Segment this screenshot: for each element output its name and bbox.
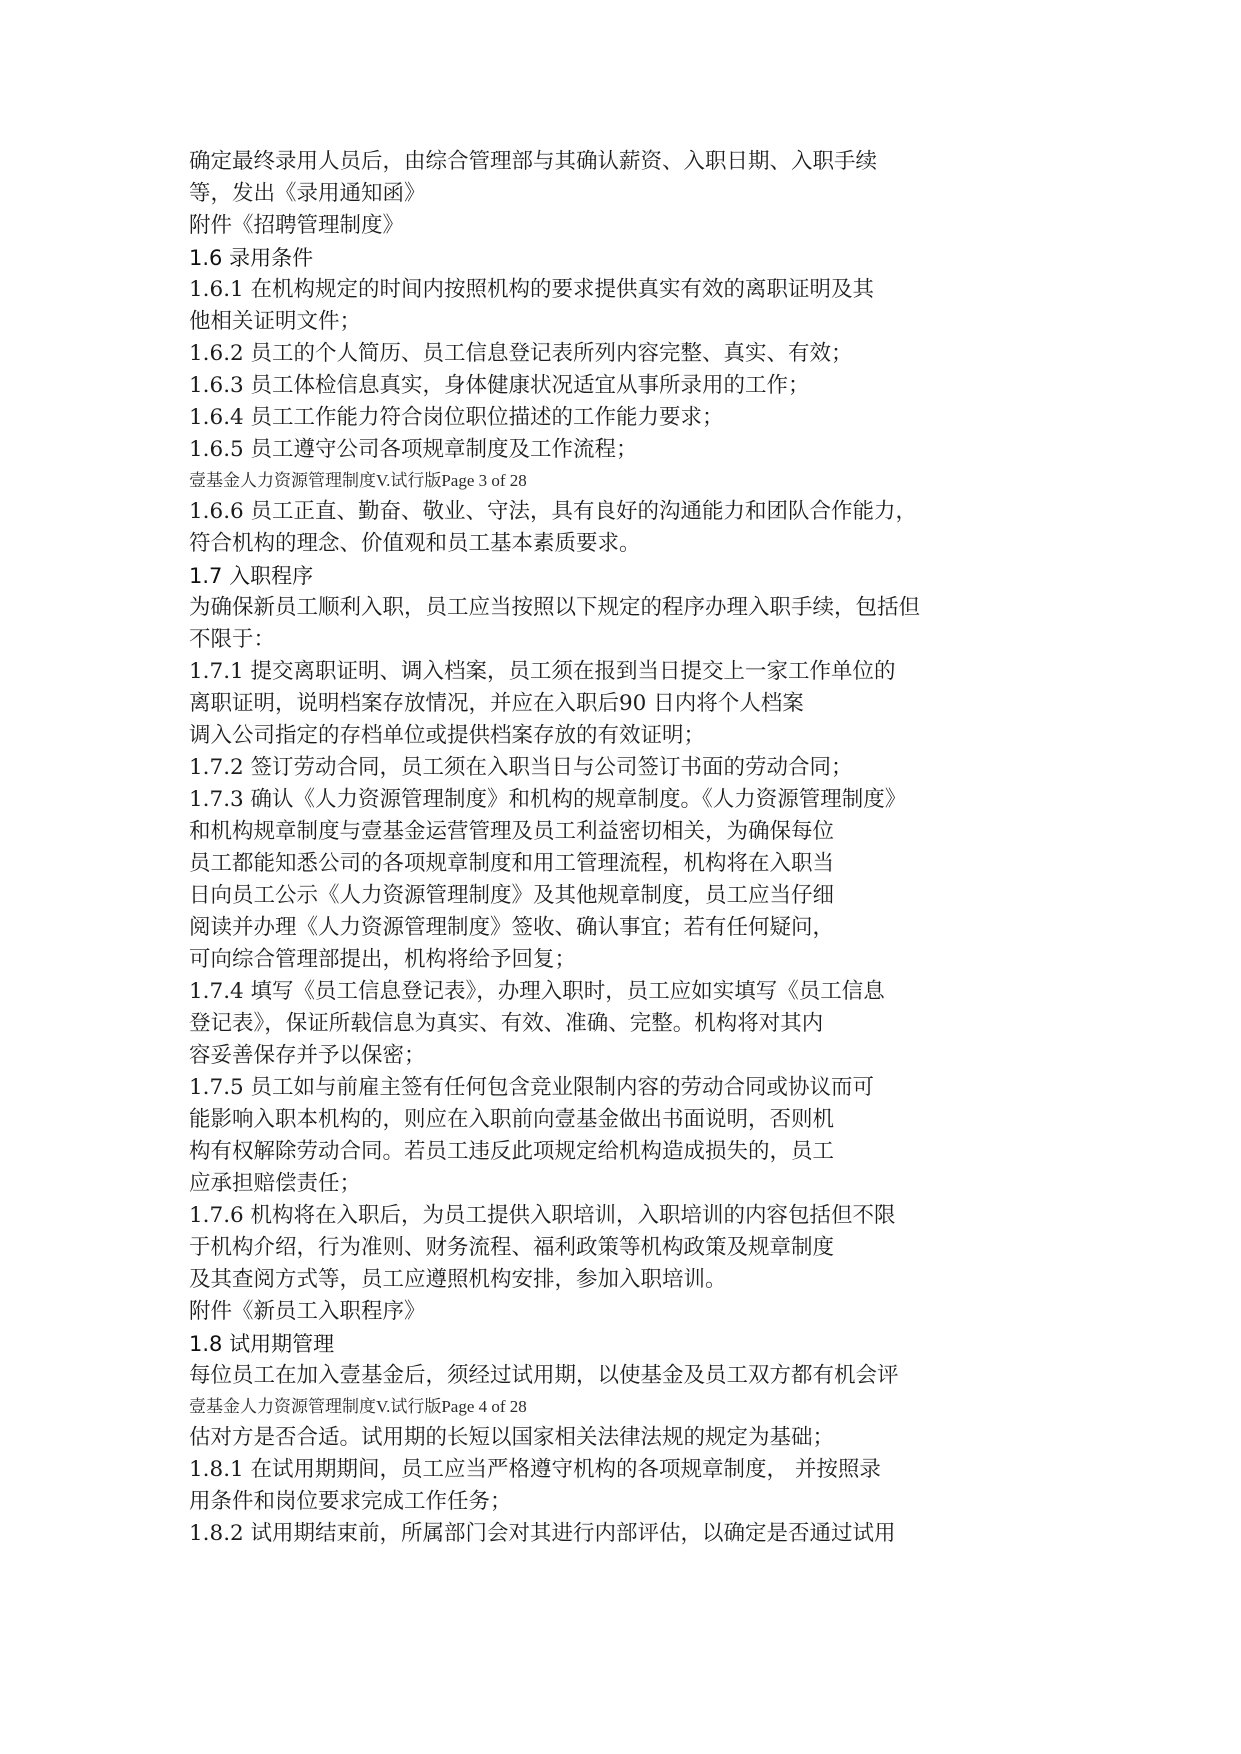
text-line: 每位员工在加入壹基金后，须经过试用期，以使基金及员工双方都有机会评: [189, 1363, 899, 1388]
text-line: 员工都能知悉公司的各项规章制度和用工管理流程，机构将在入职当: [189, 851, 835, 876]
text-line: 能影响入职本机构的，则应在入职前向壹基金做出书面说明，否则机: [189, 1107, 835, 1132]
page-footer: 壹基金人力资源管理制度V.试行版Page 3 of 28: [189, 471, 527, 490]
text-line: 附件《新员工入职程序》: [189, 1299, 426, 1324]
text-line: 1.8.1 在试用期期间，员工应当严格遵守机构的各项规章制度， 并按照录: [189, 1457, 881, 1482]
text-line: 及其查阅方式等，员工应遵照机构安排，参加入职培训。: [189, 1267, 727, 1292]
text-line: 为确保新员工顺利入职，员工应当按照以下规定的程序办理入职手续，包括但: [189, 595, 921, 620]
text-line: 1.7.2 签订劳动合同，员工须在入职当日与公司签订书面的劳动合同；: [189, 755, 853, 780]
text-line: 可向综合管理部提出，机构将给予回复；: [189, 947, 577, 972]
text-line: 用条件和岗位要求完成工作任务；: [189, 1489, 512, 1514]
document-body: [189, 146, 969, 1550]
text-line: 应承担赔偿责任；: [189, 1171, 362, 1196]
page-footer: 壹基金人力资源管理制度V.试行版Page 4 of 28: [189, 1397, 527, 1416]
text-line: 容妥善保存并予以保密；: [189, 1043, 426, 1068]
text-line: 调入公司指定的存档单位或提供档案存放的有效证明；: [189, 723, 706, 748]
text-line: 1.6.6 员工正直、勤奋、敬业、守法，具有良好的沟通能力和团队合作能力，: [189, 499, 918, 524]
section-heading: 1.8 试用期管理: [189, 1332, 335, 1356]
text-line: 日向员工公示《人力资源管理制度》及其他规章制度，员工应当仔细: [189, 883, 835, 908]
text-line: 附件《招聘管理制度》: [189, 213, 405, 238]
text-line: 登记表》，保证所载信息为真实、有效、准确、完整。机构将对其内: [189, 1011, 824, 1036]
text-line: 1.6.3 员工体检信息真实，身体健康状况适宜从事所录用的工作；: [189, 373, 810, 398]
text-line: 1.7.6 机构将在入职后，为员工提供入职培训，入职培训的内容包括但不限: [189, 1203, 896, 1228]
text-line: 构有权解除劳动合同。若员工违反此项规定给机构造成损失的，员工: [189, 1139, 835, 1164]
text-line: 离职证明，说明档案存放情况，并应在入职后90 日内将个人档案: [189, 691, 804, 716]
text-line: 1.7.5 员工如与前雇主签有任何包含竞业限制内容的劳动合同或协议而可: [189, 1075, 875, 1100]
text-line: 不限于：: [189, 627, 276, 652]
section-heading: 1.6 录用条件: [189, 246, 314, 270]
text-line: 1.8.2 试用期结束前，所属部门会对其进行内部评估，以确定是否通过试用: [189, 1521, 896, 1546]
text-line: 阅读并办理《人力资源管理制度》签收、确认事宜；若有任何疑问，: [189, 915, 835, 940]
text-line: 等，发出《录用通知函》: [189, 181, 426, 206]
text-line: 符合机构的理念、价值观和员工基本素质要求。: [189, 531, 641, 556]
text-line: 1.7.4 填写《员工信息登记表》，办理入职时，员工应如实填写《员工信息: [189, 979, 885, 1004]
text-line: 于机构介绍，行为准则、财务流程、福利政策等机构政策及规章制度: [189, 1235, 835, 1260]
text-line: 1.6.4 员工工作能力符合岗位职位描述的工作能力要求；: [189, 405, 724, 430]
text-line: 和机构规章制度与壹基金运营管理及员工利益密切相关，为确保每位: [189, 819, 835, 844]
section-heading: 1.7 入职程序: [189, 564, 314, 588]
text-line: 1.7.1 提交离职证明、调入档案，员工须在报到当日提交上一家工作单位的: [189, 659, 896, 684]
text-line: 1.6.1 在机构规定的时间内按照机构的要求提供真实有效的离职证明及其: [189, 277, 875, 302]
text-line: 估对方是否合适。试用期的长短以国家相关法律法规的规定为基础；: [189, 1425, 835, 1450]
text-line: 1.6.2 员工的个人简历、员工信息登记表所列内容完整、真实、有效；: [189, 341, 853, 366]
text-line: 1.6.5 员工遵守公司各项规章制度及工作流程；: [189, 437, 638, 462]
text-line: 1.7.3 确认《人力资源管理制度》和机构的规章制度。《人力资源管理制度》: [189, 787, 907, 812]
text-line: 他相关证明文件；: [189, 309, 362, 334]
text-line: 确定最终录用人员后，由综合管理部与其确认薪资、入职日期、入职手续: [189, 149, 878, 174]
